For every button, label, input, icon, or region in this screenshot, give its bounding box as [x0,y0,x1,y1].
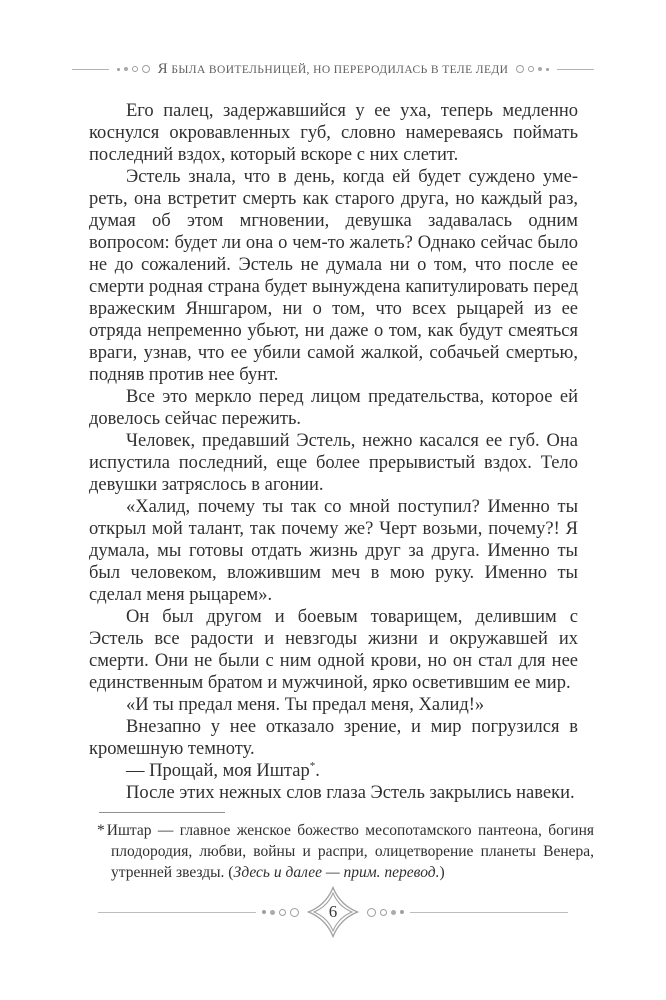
ornament-dot [380,909,387,916]
footnote-closing: ) [439,864,445,881]
footnote-ref: * [309,759,316,772]
header-rule-left [72,69,109,70]
ornament-dot [367,908,376,917]
ornament-dot [142,65,150,73]
paragraph-text: . [315,761,320,781]
ornament-dot [132,66,138,72]
ornament-dot [538,67,542,71]
footnote [97,820,594,883]
ornament-dot [528,66,534,72]
ornament-dot [117,68,120,71]
paragraph: Он был другом и боевым товарищем, делившим с Эстель все радости и невзгоды жизни и окружавшей их смерти. Они не были с ним одной крови, но он стал для нее единственным братом и мужчиной, ярко осветившим ее мир. [89,607,578,693]
footer-dots-right [367,908,404,917]
footnote-marker: * [97,822,105,839]
ornament-dot [270,910,275,915]
paragraph: Все это меркло перед лицом предательства, которое ей довелось сейчас пережить. [89,387,578,429]
ornament-dot [391,910,396,915]
page-title: Я БЫЛА ВОИТЕЛЬНИЦЕЙ, НО ПЕРЕРОДИЛАСЬ В ТЕЛЕ ЛЕДИ [157,60,509,77]
paragraph: Эстель знала, что в день, когда ей будет суждено умереть, она встретит смерть как старого друга, но каждый раз, думая об этом мгновении, девушка задавалась одним вопросом: будет ли она о чем-то жалеть? Однако сейчас было не до сожалений. Эстель не думала ни о том, что после ее смерти родная страна будет вынуждена капитулировать перед вражеским Яншгаром, ни о том, что всех рыцарей из ее отряда непременно убьют, ни даже о том, как будут смеяться враги, узнав, что ее убили самой жалкой, собачьей смертью, подняв против нее бунт. [89,167,578,385]
header-rule-right [557,69,594,70]
paragraph: «Халид, почему ты так со мной поступил? Именно ты открыл мой талант, так почему же? Черт возьми, почему?! Я думала, мы готовы отдать жизнь друг за друга. Именно ты был человеком, вложившим меч в мою руку. Именно ты сделал меня рыцарем». [89,497,578,605]
ornament-dot [279,909,286,916]
footnote-translator-note: Здесь и далее — прим. перевод. [233,864,440,881]
paragraph: Его палец, задержавшийся у ее уха, теперь медленно коснулся окровавленных губ, словно намереваясь поймать последний вздох, который вскоре с них слетит. [89,101,578,165]
footnote-separator [99,812,225,813]
ornament-dot [290,908,299,917]
running-header [0,55,666,83]
paragraph [89,760,578,782]
page-body [89,100,578,804]
footer-dots-left [262,908,299,917]
page-footer [0,886,666,938]
page-number: 6 [328,902,338,921]
paragraph: «И ты предал меня. Ты предал меня, Халид!» [126,695,485,715]
ornament-dot [546,68,549,71]
ornament-dot [400,910,404,914]
footnote-text: Иштар — главное женское божество месопотамского пантеона, богиня плодородия, любви, войны и распри, олицетворение планеты Венера, утренней звезды. ( [106,822,594,881]
ornament-dot [516,65,524,73]
header-dots-right [516,65,549,73]
footer-rule-right [410,912,568,913]
paragraph: Внезапно у нее отказало зрение, и мир погрузился в кромешную темноту. [89,717,578,759]
ornament-dot [124,67,128,71]
footer-rule-left [98,912,256,913]
header-dots-left [117,65,150,73]
page-number-diamond [307,886,359,938]
paragraph-text: — Прощай, моя Иштар [126,761,310,781]
paragraph: После этих нежных слов глаза Эстель закрылись навеки. [126,783,575,803]
ornament-dot [262,910,266,914]
paragraph: Человек, предавший Эстель, нежно касался ее губ. Она испустила последний, еще более прерывистый вздох. Тело девушки затряслось в агонии. [89,431,578,495]
